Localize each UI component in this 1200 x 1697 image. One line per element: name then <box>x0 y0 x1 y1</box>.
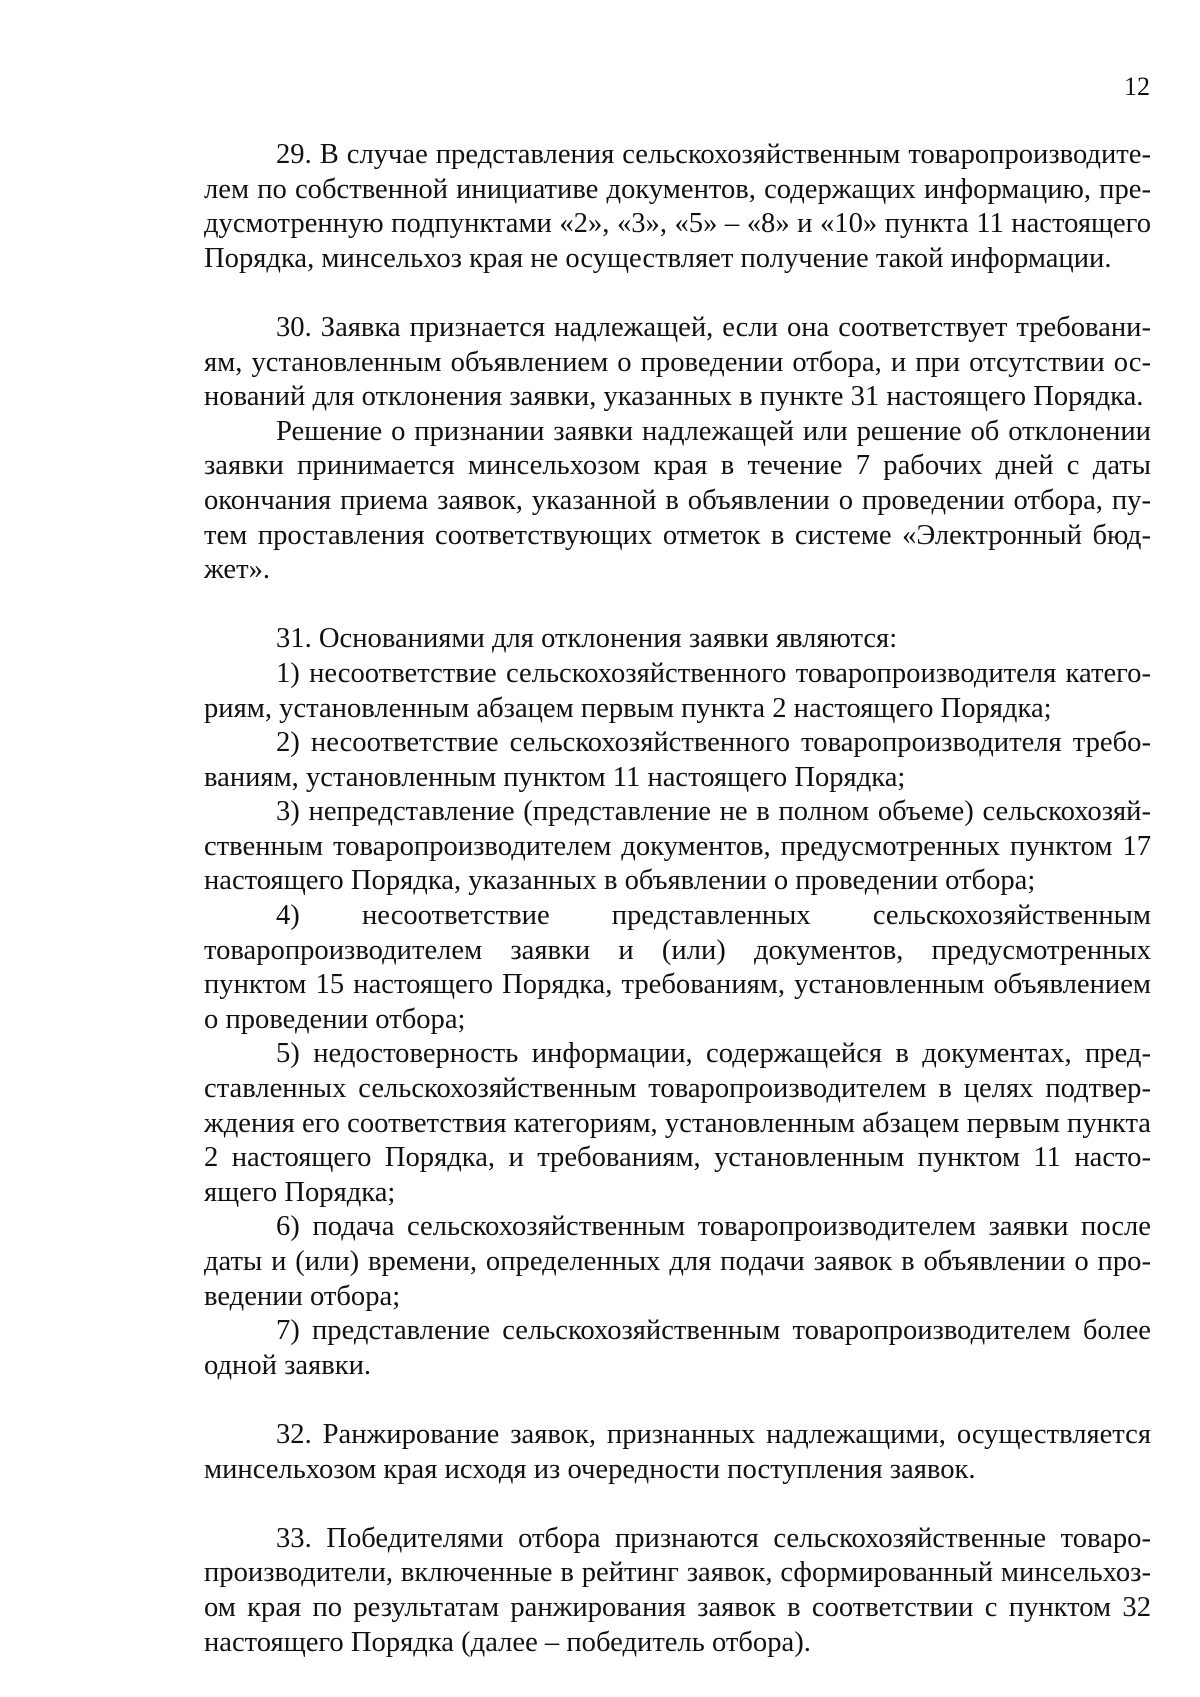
paragraph-31: 31. Основаниями для отклонения заявки являются: <box>276 623 898 655</box>
paragraph-30: 30. Заявка признается надлежащей, если она соответствует требованиям, установленным объявлением о проведении отбора, и при отсутствии оснований для отклонения заявки, указанных в пункте 31 настоящего Порядка. <box>204 311 1151 413</box>
document-body <box>204 138 1151 1660</box>
page-number: 12 <box>1124 72 1150 101</box>
paragraph-32: 32. Ранжирование заявок, признанных надлежащими, осуществляется минсельхозом края исходя из очередности поступления заявок. <box>204 1418 1151 1485</box>
list-item-31-7: 7) представление сельскохозяйственным товаропроизводителем более одной заявки. <box>204 1315 1151 1381</box>
list-item-31-1: 1) несоответствие сельскохозяйственного товаропроизводителя категориям, установленным абзацем первым пункта 2 настоящего Порядка; <box>204 657 1151 724</box>
list-item-31-6: 6) подача сельскохозяйственным товаропроизводителем заявки после даты и (или) времени, определенных для подачи заявок в объявлении о проведении отбора; <box>204 1211 1151 1312</box>
list-item-31-4: 4) несоответствие представленных сельскохозяйственным товаропроизводителем заявки и (или) документов, предусмотренных пунктом 15 настоящего Порядка, требованиям, установленным объявлением о проведении отбора; <box>204 900 1151 1035</box>
list-item-31-3: 3) непредставление (представление не в полном объеме) сельскохозяйственным товаропроизводителем документов, предусмотренных пунктом 17 настоящего Порядка, указанных в объявлении о проведении отбора; <box>204 796 1151 897</box>
paragraph-33: 33. Победителями отбора признаются сельскохозяйственные товаропроизводители, включенные в рейтинг заявок, сформированный минсельхозом края по результатам ранжирования заявок в соответствии с пунктом 32 настоящего Порядка (далее – победитель отбора). <box>204 1522 1151 1658</box>
list-item-31-2: 2) несоответствие сельскохозяйственного товаропроизводителя требованиям, установленным пунктом 11 настоящего Порядка; <box>204 727 1151 793</box>
paragraph-29: 29. В случае представления сельскохозяйственным товаропроизводителем по собственной инициативе документов, содержащих информацию, предусмотренную подпунктами «2», «3», «5» – «8» и «10» пункта 11 настоящего Порядка, минсельхоз края не осуществляет получение такой информации. <box>204 139 1151 274</box>
list-item-31-5: 5) недостоверность информации, содержащейся в документах, представленных сельскохозяйственным товаропроизводителем в целях подтверждения его соответствия категориям, установленным абзацем первым пункта 2 настоящего Порядка, и требованиям, установленным пунктом 11 настоящего Порядка; <box>204 1038 1151 1208</box>
paragraph-30-decision: Решение о признании заявки надлежащей или решение об отклонении заявки принимается минсельхозом края в течение 7 рабочих дней с даты окончания приема заявок, указанной в объявлении о проведении отбора, путем проставления соответствующих отметок в системе «Электронный бюджет». <box>204 415 1151 586</box>
